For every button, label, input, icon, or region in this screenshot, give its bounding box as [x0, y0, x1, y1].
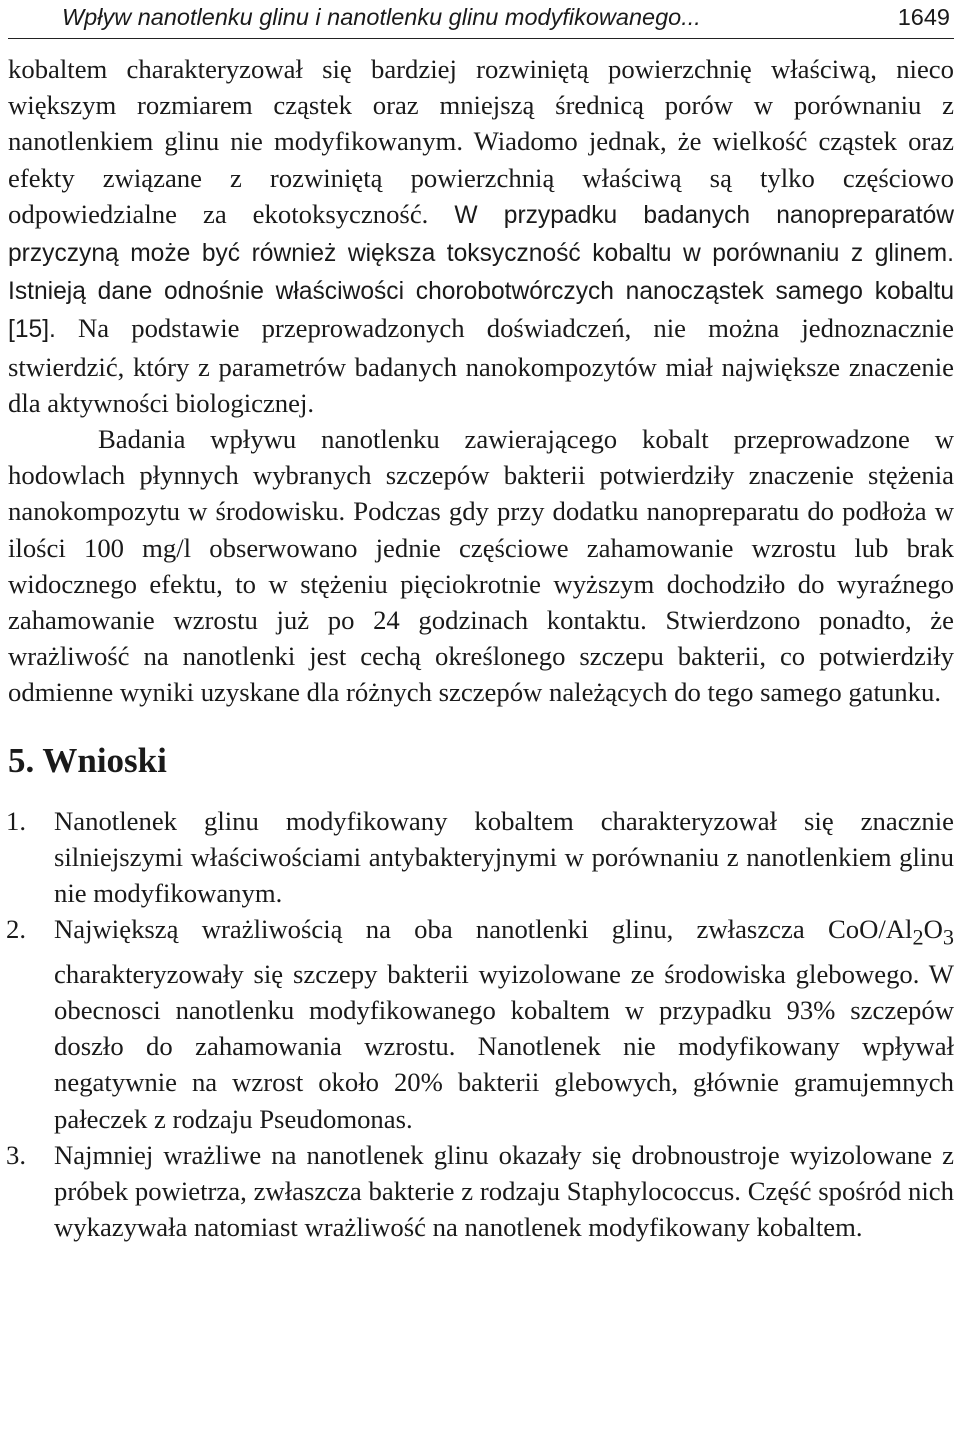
paragraph-segment: kobaltem charakteryzował się bardziej rozwiniętą powierzchnię właściwą, nieco większym rozmiarem cząstek oraz mniejszą średnicą porów w porównaniu z nanotlenkiem glinu nie modyfikowanym. Wiadomo jednak, że wielkość cząstek oraz efekty związane z rozwiniętą powierzchnią właściwą są tylko częściowo odpowiedzialne za ekotoksyczność. [8, 54, 954, 229]
document-page [8, 0, 954, 1245]
paragraph-segment: W przypadku badanych nanopreparatów przyczyną może być również większa toksyczność kobaltu w porównaniu z glinem. Istnieją dane odnośnie właściwości chorobotwórczych nanocząstek samego kobaltu [15]. [8, 201, 955, 344]
paragraph-segment: Na podstawie przeprowadzonych doświadczeń, nie można jednoznacznie stwierdzić, który z parametrów badanych nanokompozytów miał największe znaczenie dla aktywności biologicznej. [8, 313, 955, 418]
chemical-formula [827, 914, 954, 950]
page-number: 1649 [897, 4, 950, 30]
paragraph: Badania wpływu nanotlenku zawierającego kobalt przeprowadzone w hodowlach płynnych wybranych szczepów bakterii potwierdziły znaczenie stężenia nanokompozytu w środowisku. Podczas gdy przy dodatku nanopreparatu do podłoża w ilości 100 mg/l obserwowano jednie częściowe zahamowanie wzrostu lub brak widocznego efektu, to w stężeniu pięciokrotnie wyższym dochodziło do wyraźnego zahamowanie wzrostu już po 24 godzinach kontaktu. Stwierdzono ponadto, że wrażliwość na nanotlenki jest cechą określonego szczepu bakterii, co potwierdziły odmienne wyniki uzyskane dla różnych szczepów należących do tego samego gatunku. [8, 424, 954, 708]
paragraph-continued [8, 51, 954, 421]
formula-subscript: 2 [912, 924, 924, 950]
list-number: 1. [6, 805, 27, 836]
list-item-text: Najmniej wrażliwe na nanotlenek glinu okazały się drobnoustroje wyizolowane z próbek powietrza, zwłaszcza bakterie z rodzaju Staphylococcus. Część spośród nich wykazywała natomiast wrażliwość na nanotlenek modyfikowany kobaltem. [54, 1139, 954, 1243]
list-item-text-before: Największą wrażliwością na oba nanotlenki glinu, zwłaszcza [54, 914, 828, 945]
formula-part: O [923, 914, 943, 945]
list-item-text-after: charakteryzowały się szczepy bakterii wyizolowane ze środowiska glebowego. W obecnosci nanotlenku modyfikowanego kobaltem w przypadku 93% szczepów doszło do zahamowania wzrostu. Nanotlenek nie modyfikowany wpływał negatywnie na wzrost około 20% bakterii glebowych, głównie gramujemnych pałeczek z rodzaju Pseudomonas. [54, 958, 954, 1134]
section-heading: 5. Wnioski [8, 740, 167, 780]
formula-part: CoO/Al [827, 914, 913, 945]
conclusions-list [8, 803, 954, 1246]
list-item [8, 911, 954, 1137]
running-header [8, 0, 954, 39]
list-number: 2. [6, 914, 27, 945]
running-title: Wpływ nanotlenku glinu i nanotlenku glinu modyfikowanego... [62, 4, 701, 30]
list-item [8, 803, 954, 912]
list-item [8, 1137, 954, 1246]
formula-subscript: 3 [942, 924, 954, 950]
list-item-text: Nanotlenek glinu modyfikowany kobaltem charakteryzował się znacznie silniejszymi właściwościami antybakteryjnymi w porównaniu z nanotlenkiem glinu nie modyfikowanym. [54, 805, 954, 909]
list-number: 3. [6, 1139, 27, 1170]
